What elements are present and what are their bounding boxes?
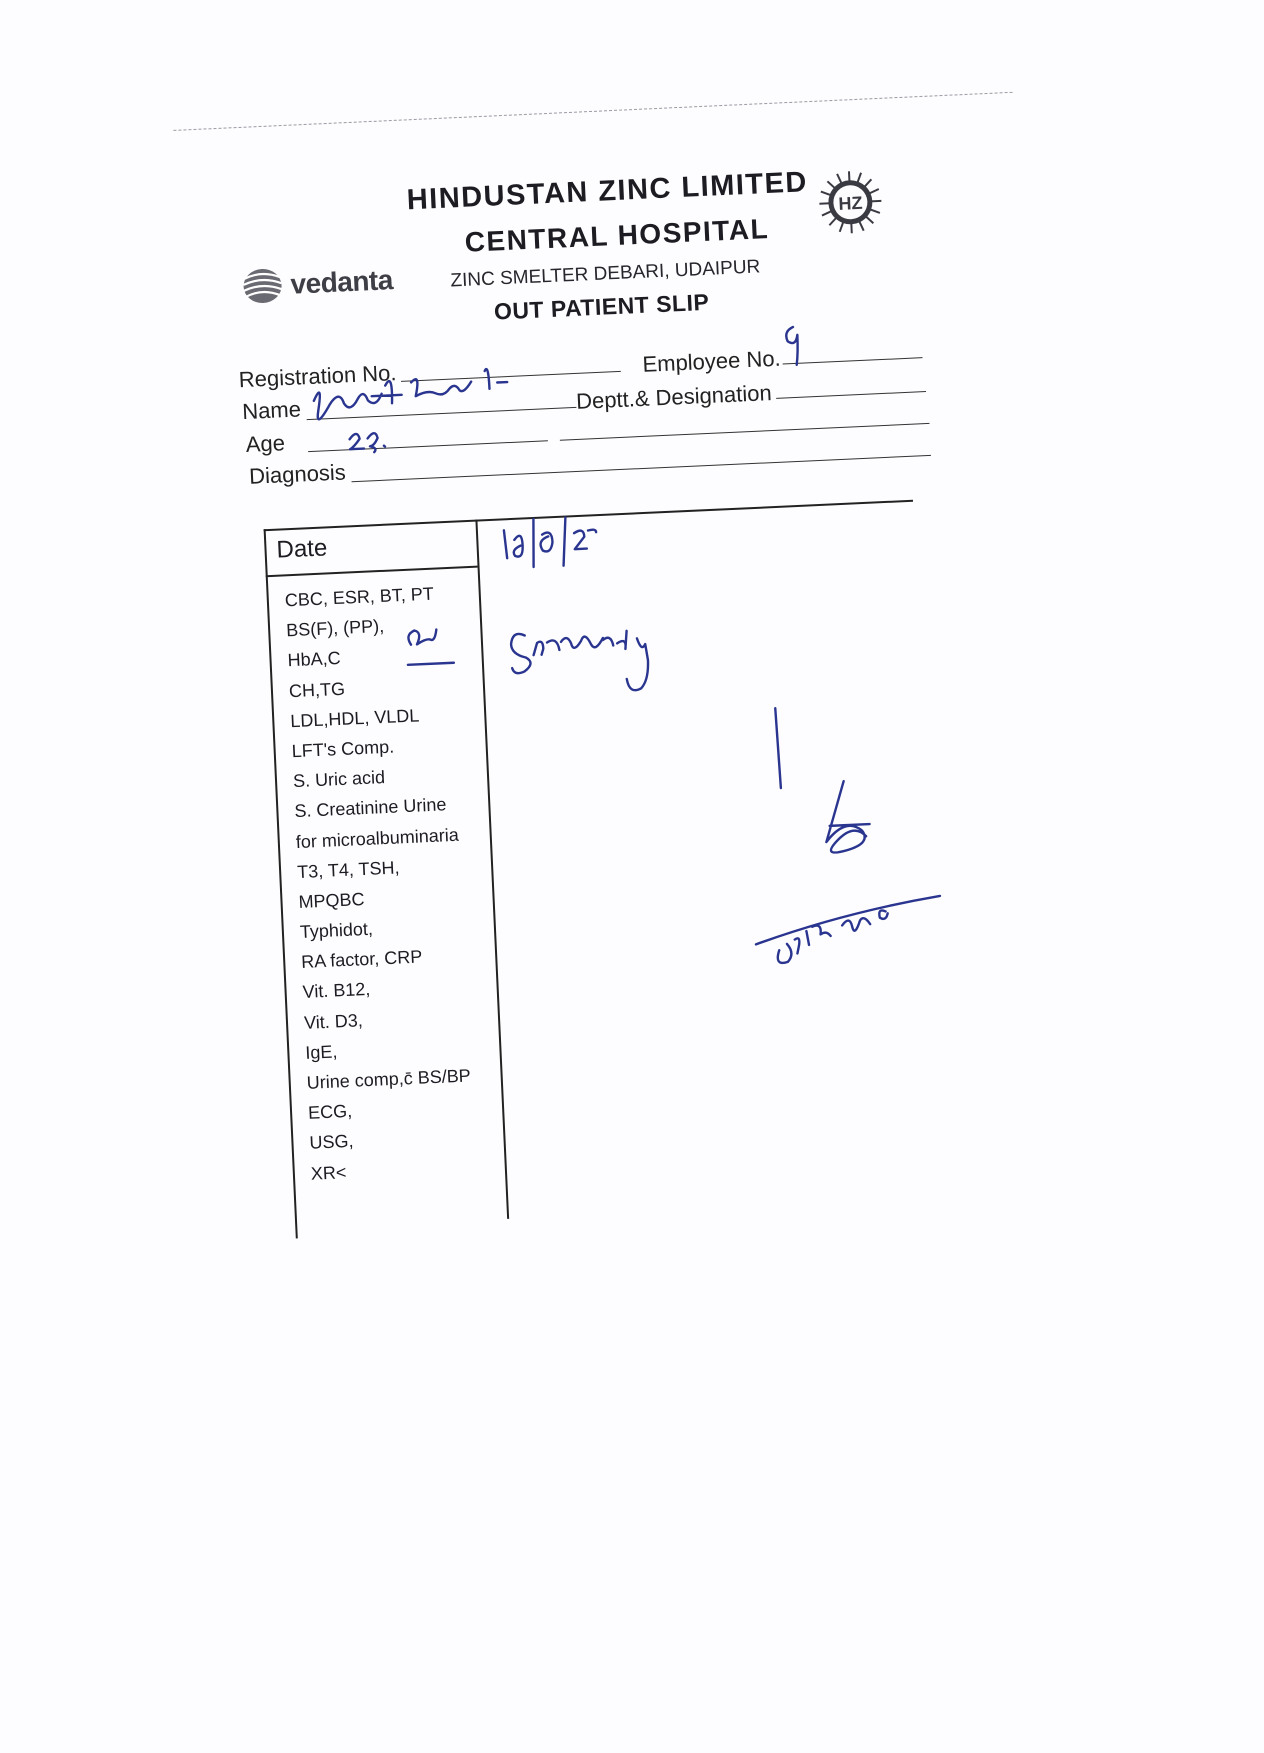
list-item: ECG, <box>307 1101 353 1123</box>
tick-handwriting <box>406 629 453 665</box>
date-header: Date <box>275 534 328 564</box>
dept-label: Deptt.& Designation <box>575 380 773 414</box>
list-item: Urine comp,c̄ BS/BP <box>306 1065 472 1093</box>
list-item: BS(F), (PP), <box>285 616 385 641</box>
remark-handwriting <box>511 628 650 696</box>
list-item: S. Uric acid <box>292 767 386 792</box>
logo-text: vedanta <box>289 264 394 300</box>
handwriting-layer <box>170 17 1068 1354</box>
slip-title: OUT PATIENT SLIP <box>493 288 710 325</box>
hospital-name: CENTRAL HOSPITAL <box>464 213 770 258</box>
age-label: Age <box>245 430 286 457</box>
out-patient-slip <box>170 17 1068 1354</box>
list-item: XR< <box>310 1161 347 1184</box>
list-item: Vit. D3, <box>303 1009 364 1033</box>
list-item: Vit. B12, <box>302 979 371 1003</box>
name-label: Name <box>241 396 302 425</box>
stroke-handwriting <box>775 708 781 788</box>
date-handwriting <box>503 516 597 568</box>
signature-handwriting <box>824 780 871 853</box>
list-item: HbA,C <box>287 648 342 671</box>
hospital-address: ZINC SMELTER DEBARI, UDAIPUR <box>450 256 761 292</box>
list-item: T3, T4, TSH, <box>296 857 400 882</box>
employee-handwriting <box>786 327 799 365</box>
name-handwriting <box>313 368 509 419</box>
employee-label: Employee No. <box>641 345 782 377</box>
list-item: LDL,HDL, VLDL <box>289 705 420 731</box>
list-item: MPQBC <box>298 888 365 912</box>
list-item: S. Creatinine Urine <box>293 794 447 822</box>
list-item: LFT's Comp. <box>291 736 395 762</box>
list-item: CH,TG <box>288 678 346 701</box>
emblem-letters: HZ <box>837 192 863 214</box>
list-item: CBC, ESR, BT, PT <box>284 583 435 611</box>
registration-label: Registration No. <box>238 360 397 393</box>
list-item: USG, <box>309 1131 354 1154</box>
age-handwriting <box>349 433 385 454</box>
list-item: Typhidot, <box>299 918 374 943</box>
list-item: for microalbuminaria <box>295 824 460 852</box>
diagnosis-label: Diagnosis <box>248 459 347 489</box>
company-name: HINDUSTAN ZINC LIMITED <box>406 166 809 217</box>
list-item: RA factor, CRP <box>300 946 423 973</box>
list-item: IgE, <box>304 1041 338 1063</box>
doctor-signature <box>754 896 943 964</box>
